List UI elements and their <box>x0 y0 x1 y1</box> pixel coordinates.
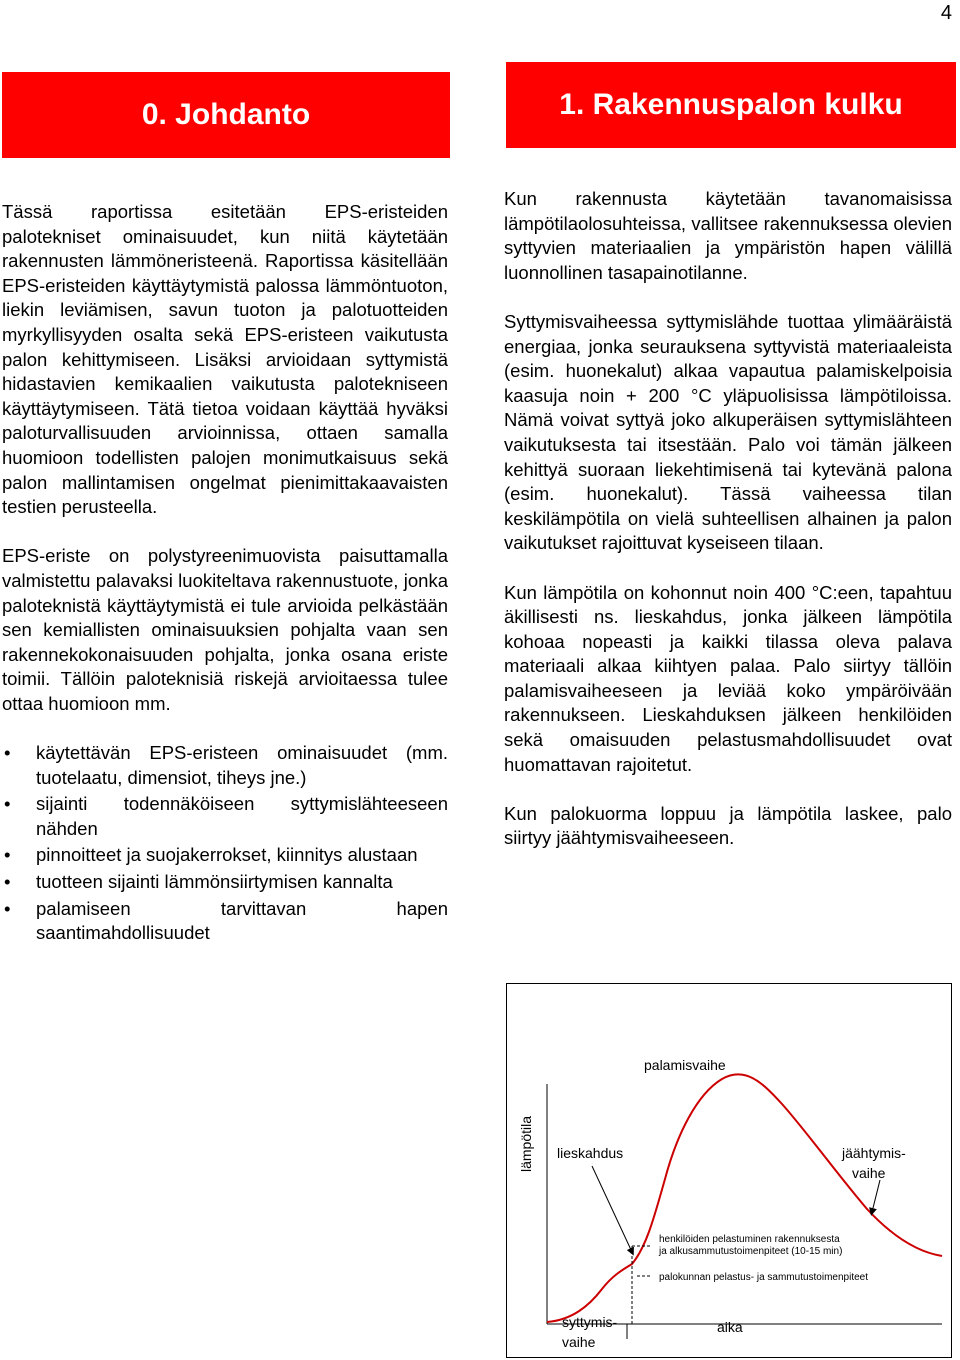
section-header-fire-progress-title: 1. Rakennuspalon kulku <box>559 88 903 121</box>
list-item-text: palamiseen tarvittavan hapen saantimahdollisuudet <box>36 897 448 944</box>
intro-paragraph: Tässä raportissa esitetään EPS-eristeiden palotekniset ominaisuudet, kun niitä käytetään rakennusten lämmöneristeenä. Raportissa käsitellään EPS-eristeiden käyttäytymistä palossa lämmöntuoton, liekin leviämisen, savun tuoton ja palotuotteiden myrkyllisyyden osalta sekä EPS-eristeen vaikutusta palon kehittymiseen. Lisäksi arvioidaan syttymistä hidastavien kemikaalien vaikutusta palotekniseen käyttäytymiseen. Tätä tietoa voidaan käyttää hyväksi paloturvallisuuden arvioinnissa, ottaen samalla huomioon todellisten palojen monimutkaisuus sekä palon mallintamisen ongelmat pienimittakaavaisten testien perusteella. <box>2 201 448 518</box>
bullet-icon: • <box>4 742 11 764</box>
list-item-text: tuotteen sijainti lämmönsiirtymisen kannalta <box>36 871 393 893</box>
list-item-text: pinnoitteet ja suojakerrokset, kiinnitys alustaan <box>36 844 418 866</box>
bullet-icon: • <box>4 844 11 866</box>
flashover-pointer <box>592 1166 632 1252</box>
list-item <box>2 843 448 868</box>
y-axis-label: lämpötila <box>518 1115 534 1172</box>
cooling-paragraph: Kun palokuorma loppuu ja lämpötila laskee, palo siirtyy jäähtymisvaiheeseen. <box>504 802 952 849</box>
list-item <box>2 897 448 946</box>
list-item <box>2 792 448 841</box>
temperature-curve <box>547 1074 942 1322</box>
normal-conditions-paragraph: Kun rakennusta käytetään tavanomaisissa lämpötilaolosuhteissa, vallitsee rakennuksessa olevien syttyvien materiaalien ja ympäristön hapen välillä luonnollinen tasapainotilanne. <box>504 188 952 283</box>
eps-paragraph: EPS-eriste on polystyreenimuovista paisuttamalla valmistettu palavaksi luokiteltava rakennustuote, jonka paloteknistä käyttäytymistä ei tule arvioida pelkästään sen kemiallisten ominaisuuksien pohjalta vaan sen rakennekokonaisuuden pohjalta, jonka osana eriste toimii. Tällöin paloteknisiä riskejä arvioitaessa tulee ottaa huomioon mm. <box>2 545 448 714</box>
list-item <box>2 870 448 895</box>
page-number: 4 <box>940 2 952 24</box>
section-header-introduction-title: 0. Johdanto <box>141 98 311 131</box>
fire-development-figure <box>506 983 952 1358</box>
ignition-phase-label-line-1: syttymis- <box>562 1314 618 1330</box>
list-item-text: käytettävän EPS-eristeen ominaisuudet (mm. tuotelaatu, dimensiot, tiheys jne.) <box>36 742 448 788</box>
burning-phase-label: palamisvaihe <box>644 1057 726 1073</box>
ignition-phase-paragraph: Syttymisvaiheessa syttymislähde tuottaa ylimääräistä energiaa, jonka seurauksena syttyvistä materiaaleista (esim. huonekalut) alkaa vapautua palamiskelpoisia kaasuja noin + 200 °C yläpuolisissa lämpötiloissa. Nämä voivat syttyä joko alkuperäisen syttymislähteen vaikutuksesta tai itsestään. Palo voi tämän jälkeen kehittyä suoraan liekehtimisenä tai kytevänä palona (esim. huonekalut). Tässä vaiheessa tilan keskilämpötila on vielä suhteellisen alhainen ja palon vaikutukset rajoittuvat kyseiseen tilaan. <box>504 310 952 554</box>
section-header-introduction <box>2 72 450 158</box>
fire-curve-diagram <box>507 984 951 1357</box>
bullet-icon: • <box>4 871 11 893</box>
bullet-icon: • <box>4 897 11 919</box>
x-axis-label: aika <box>717 1319 743 1335</box>
left-column <box>2 200 448 948</box>
flashover-label: lieskahdus <box>557 1145 624 1161</box>
cooling-pointer <box>872 1180 880 1212</box>
cooling-phase-label-line-2: vaihe <box>852 1165 886 1181</box>
risk-factor-list <box>2 741 448 946</box>
list-item <box>2 741 448 790</box>
rescue-label-line-1: henkilöiden pelastuminen rakennuksesta <box>659 1234 840 1245</box>
right-column <box>504 187 952 851</box>
list-item-text: sijainti todennäköiseen syttymislähteeseen nähden <box>36 793 448 839</box>
cooling-phase-label-line-1: jäähtymis- <box>842 1145 906 1161</box>
flashover-paragraph: Kun lämpötila on kohonnut noin 400 °C:een, tapahtuu äkillisesti ns. lieskahdus, jonka jälkeen lämpötila kohoaa nopeasti ja kaikki tilassa oleva palava materiaali alkaa kiihtyen palaa. Palo siirtyy tällöin palamisvaiheeseen ja leviää koko ympäröivään rakennukseen. Lieskahduksen jälkeen henkilöiden sekä omaisuuden pelastusmahdollisuudet ovat huomattavan rajoitetut. <box>504 581 952 775</box>
property-label: palokunnan pelastus- ja sammutustoimenpiteet <box>659 1272 869 1283</box>
ignition-phase-label-line-2: vaihe <box>562 1334 596 1350</box>
rescue-label-line-2: ja alkusammutustoimenpiteet (10-15 min) <box>659 1246 843 1257</box>
bullet-icon: • <box>4 793 11 815</box>
section-header-fire-progress <box>506 62 956 148</box>
